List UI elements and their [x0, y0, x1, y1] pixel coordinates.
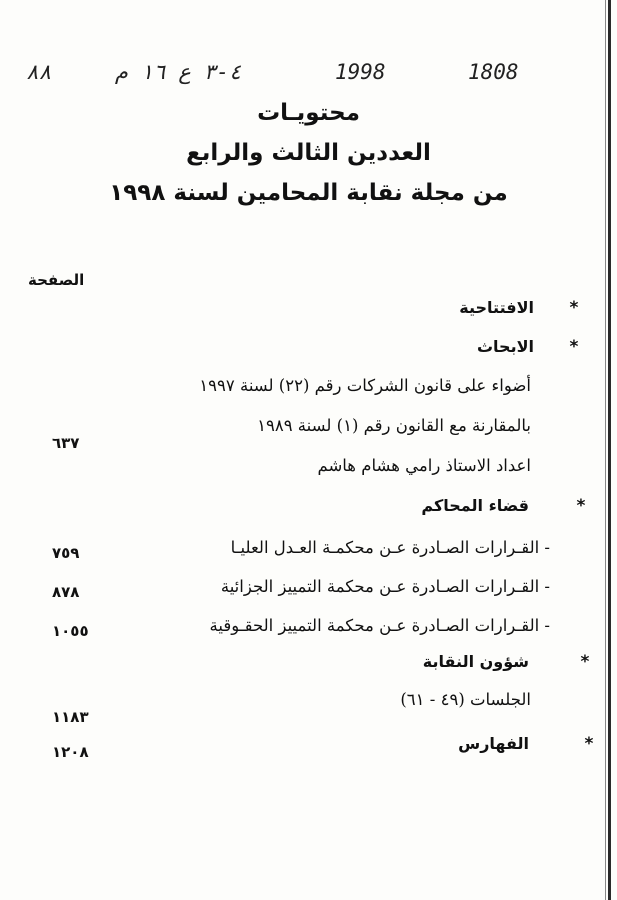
entry-text: - القـرارات الصـادرة عـن محكمة التمييز الجزائية	[220, 577, 550, 596]
handwritten-note-1: ٨٨	[26, 60, 52, 84]
page-number: ١٢٠٨	[52, 743, 89, 761]
bullet-star: *	[576, 496, 586, 516]
entry-text: - القـرارات الصـادرة عـن محكمـة العـدل العليـا	[230, 538, 550, 557]
page-number: ١٠٥٥	[52, 622, 89, 640]
toc-section-opening	[0, 298, 617, 332]
handwritten-note-3: 1998	[335, 60, 386, 84]
page-number: ١١٨٣	[52, 708, 89, 726]
section-title: الفهارس	[458, 734, 529, 753]
toc-section-indexes	[0, 734, 617, 768]
issue-title: العددين الثالث والرابع	[186, 140, 431, 166]
handwritten-note-4: 1808	[468, 60, 519, 84]
toc-section-research	[0, 337, 617, 371]
bullet-star: *	[569, 337, 579, 357]
journal-title: من مجلة نقابة المحامين لسنة ١٩٩٨	[109, 180, 508, 206]
page-number: ٨٧٨	[52, 583, 80, 601]
entry-text: بالمقارنة مع القانون رقم (١) لسنة ١٩٨٩	[257, 416, 531, 435]
bullet-star: *	[584, 734, 594, 754]
section-title: الابحاث	[476, 337, 534, 356]
section-title: قضاء المحاكم	[421, 496, 529, 515]
toc-entry	[0, 538, 617, 572]
section-title: الافتتاحية	[459, 298, 534, 317]
toc-entry-line	[0, 456, 617, 490]
entry-text: اعداد الاستاذ رامي هشام هاشم	[317, 456, 531, 475]
toc-entry	[0, 690, 617, 724]
handwritten-note-2: ٤-٣ ع ١٦ م	[115, 60, 242, 84]
page-number: ٦٣٧	[52, 434, 80, 452]
toc-section-syndicate	[0, 652, 617, 686]
bullet-star: *	[569, 298, 579, 318]
bullet-star: *	[580, 652, 590, 672]
entry-text: الجلسات (٤٩ - ٦١)	[400, 690, 531, 709]
toc-entry-line	[0, 376, 617, 410]
entry-text: أضواء على قانون الشركات رقم (٢٢) لسنة ١٩٩٧	[199, 376, 531, 395]
page-column-label: الصفحة	[28, 271, 85, 289]
toc-entry	[0, 616, 617, 650]
toc-entry	[0, 577, 617, 611]
section-title: شؤون النقابة	[422, 652, 529, 671]
contents-title: محتويـات	[257, 100, 360, 126]
entry-text: - القـرارات الصـادرة عـن محكمة التمييز الحقـوقية	[209, 616, 550, 635]
toc-entry-line	[0, 416, 617, 450]
toc-section-courts	[0, 496, 617, 530]
page-number: ٧٥٩	[52, 544, 80, 562]
